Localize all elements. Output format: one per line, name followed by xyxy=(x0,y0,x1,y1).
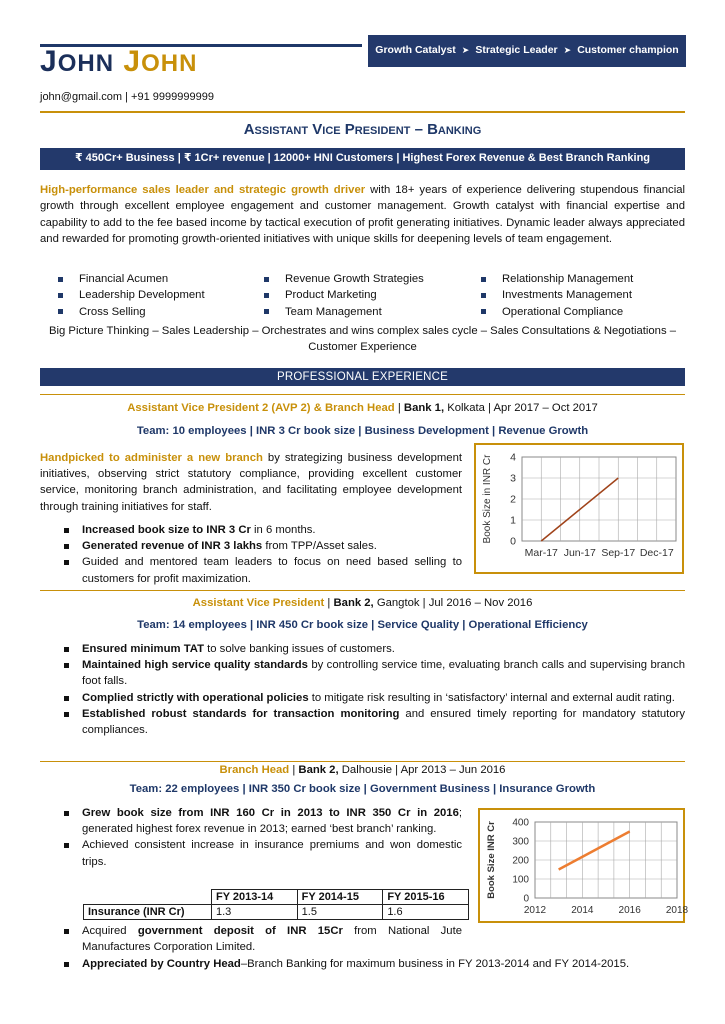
y-tick-label: 100 xyxy=(512,874,529,886)
skills-grid xyxy=(58,271,678,320)
table-cell: 1.6 xyxy=(383,905,469,920)
list-item: Generated revenue of INR 3 lakhs from TPP/Asset sales. xyxy=(58,538,462,554)
x-tick-label: Dec-17 xyxy=(639,547,674,559)
y-tick-label: 300 xyxy=(512,836,529,848)
tagline-box xyxy=(368,35,686,67)
divider xyxy=(40,394,685,395)
job-heading: Branch Head | Bank 2, Dalhousie | Apr 2013 – Jun 2016 xyxy=(219,764,506,776)
y-tick-label: 3 xyxy=(510,472,516,485)
summary-text: with 18+ years of experience delivering stupendous financial growth through excellent employee engagement and customer management. Growth catalyst with financial expertise and capability to add to the fee based income by tactical execution of profit generating initiatives. Dynamic leader always appreciated and rewarded for promoting growth-oriented initiatives with unique skills for deepening levels of team engagement. xyxy=(40,184,686,245)
job-bullets xyxy=(58,805,462,870)
job-bullets xyxy=(58,956,685,972)
arrow-icon: ➤ xyxy=(563,45,572,56)
bullet-icon xyxy=(264,309,269,314)
list-item: Appreciated by Country Head–Branch Banking for maximum business in FY 2013-2014 and FY 2014-2015. xyxy=(58,956,685,972)
divider xyxy=(40,590,685,591)
skill-item: Operational Compliance xyxy=(481,304,678,320)
skill-item: Revenue Growth Strategies xyxy=(264,271,481,287)
y-tick-label: 200 xyxy=(512,855,529,867)
summary xyxy=(40,182,685,247)
y-axis-label: Book Size in INR Cr xyxy=(482,454,493,544)
y-tick-label: 4 xyxy=(510,451,516,464)
x-tick-label: 2016 xyxy=(618,905,641,916)
list-item: Increased book size to INR 3 Cr in 6 months. xyxy=(58,522,462,538)
skill-item: Investments Management xyxy=(481,287,678,303)
skill-item: Team Management xyxy=(264,304,481,320)
bullet-icon xyxy=(481,293,486,298)
section-title: PROFESSIONAL EXPERIENCE xyxy=(40,368,685,386)
list-item: Maintained high service quality standards by controlling service time, evaluating branch calls and supervising branch foot falls. xyxy=(58,657,685,689)
candidate-name: JOHN JOHN xyxy=(40,45,198,78)
list-item: Grew book size from INR 160 Cr in 2013 to INR 350 Cr in 2016; generated highest forex revenue in 2013; earned ‘best branch’ ranking. xyxy=(58,805,462,837)
y-tick-label: 2 xyxy=(510,493,516,506)
x-tick-label: Jun-17 xyxy=(563,547,596,559)
divider xyxy=(40,761,685,762)
job-description: Handpicked to administer a new branch by strategizing business development initiatives, observing strict statutory compliance, providing excellent customer service, monitoring branch administration, and facilitating employee development through training initiatives for staff. xyxy=(40,452,463,513)
big-picture-line: Big Picture Thinking – Sales Leadership – Orchestrates and wins complex sales cycle – Sales Consultations & Negotiations – Customer Experience xyxy=(48,325,677,353)
job-bullets xyxy=(58,522,462,587)
y-tick-label: 0 xyxy=(523,893,529,905)
bullet-icon xyxy=(264,277,269,282)
chart-1-svg xyxy=(476,445,682,572)
table-cell: Insurance (INR Cr) xyxy=(84,905,212,920)
list-item: Achieved consistent increase in insurance premiums and won domestic trips. xyxy=(58,837,462,869)
x-tick-label: 2012 xyxy=(523,905,547,916)
contact-line: john@gmail.com | +91 9999999999 xyxy=(40,91,214,103)
skill-item: Relationship Management xyxy=(481,271,678,287)
table-header-row xyxy=(84,890,469,905)
list-item: Established robust standards for transaction monitoring and ensured timely reporting for mandatory statutory compliances. xyxy=(58,706,685,738)
table-header: FY 2013-14 xyxy=(212,890,298,905)
table-cell: 1.5 xyxy=(297,905,383,920)
bullet-icon xyxy=(264,293,269,298)
job-team-line: Team: 22 employees | INR 350 Cr book size | Government Business | Insurance Growth xyxy=(129,783,596,795)
bullet-icon xyxy=(481,277,486,282)
list-item: Complied strictly with operational policies to mitigate risk resulting in ‘satisfactory’ internal and external audit rating. xyxy=(58,690,685,706)
table-header: FY 2014-15 xyxy=(297,890,383,905)
y-tick-label: 0 xyxy=(510,535,516,548)
list-item: Guided and mentored team leaders to focus on need based selling to customers for profit maximization. xyxy=(58,554,462,586)
x-tick-label: Sep-17 xyxy=(601,547,636,559)
divider xyxy=(40,111,685,113)
table-cell xyxy=(84,890,212,905)
arrow-icon: ➤ xyxy=(461,45,470,56)
bullet-icon xyxy=(58,293,63,298)
job-bullets xyxy=(58,641,685,738)
chart-2-svg xyxy=(480,810,689,921)
skill-item: Leadership Development xyxy=(58,287,264,303)
tagline-item: Customer champion xyxy=(577,44,679,57)
job-team-line: Team: 10 employees | INR 3 Cr book size | Business Development | Revenue Growth xyxy=(136,425,589,437)
table-cell: 1.3 xyxy=(212,905,298,920)
x-tick-label: Mar-17 xyxy=(524,547,558,559)
table-header: FY 2015-16 xyxy=(383,890,469,905)
summary-lead: High-performance sales leader and strategic growth driver xyxy=(40,184,366,196)
y-tick-label: 1 xyxy=(510,514,516,527)
list-item: Ensured minimum TAT to solve banking issues of customers. xyxy=(58,641,685,657)
skill-item: Financial Acumen xyxy=(58,271,264,287)
job-team-line: Team: 14 employees | INR 450 Cr book size | Service Quality | Operational Efficiency xyxy=(137,619,588,631)
y-tick-label: 400 xyxy=(512,817,529,829)
y-axis-label: Book Size INR Cr xyxy=(486,821,497,899)
bullet-icon xyxy=(58,309,63,314)
job-heading: Assistant Vice President 2 (AVP 2) & Branch Head | Bank 1, Kolkata | Apr 2017 – Oct 2017 xyxy=(127,402,598,414)
highlights-band: ₹ 450Cr+ Business | ₹ 1Cr+ revenue | 12000+ HNI Customers | Highest Forex Revenue & Best Branch Ranking xyxy=(40,148,685,170)
job-heading: Assistant Vice President | Bank 2, Gangtok | Jul 2016 – Nov 2016 xyxy=(192,597,533,609)
tagline-item: Strategic Leader xyxy=(475,44,558,57)
insurance-table xyxy=(83,889,469,920)
skill-item: Product Marketing xyxy=(264,287,481,303)
role-title: Assistant Vice President – Banking xyxy=(243,121,482,138)
table-row xyxy=(84,905,469,920)
chart-1 xyxy=(474,443,684,574)
job-bullets xyxy=(58,923,462,955)
tagline-item: Growth Catalyst xyxy=(375,44,456,57)
x-tick-label: 2014 xyxy=(571,905,594,916)
skill-item: Cross Selling xyxy=(58,304,264,320)
chart-2 xyxy=(478,808,689,923)
list-item: Acquired government deposit of INR 15Cr from National Jute Manufactures Corporation Limited. xyxy=(58,923,462,955)
bullet-icon xyxy=(481,309,486,314)
bullet-icon xyxy=(58,277,63,282)
x-tick-label: 2018 xyxy=(665,905,689,916)
